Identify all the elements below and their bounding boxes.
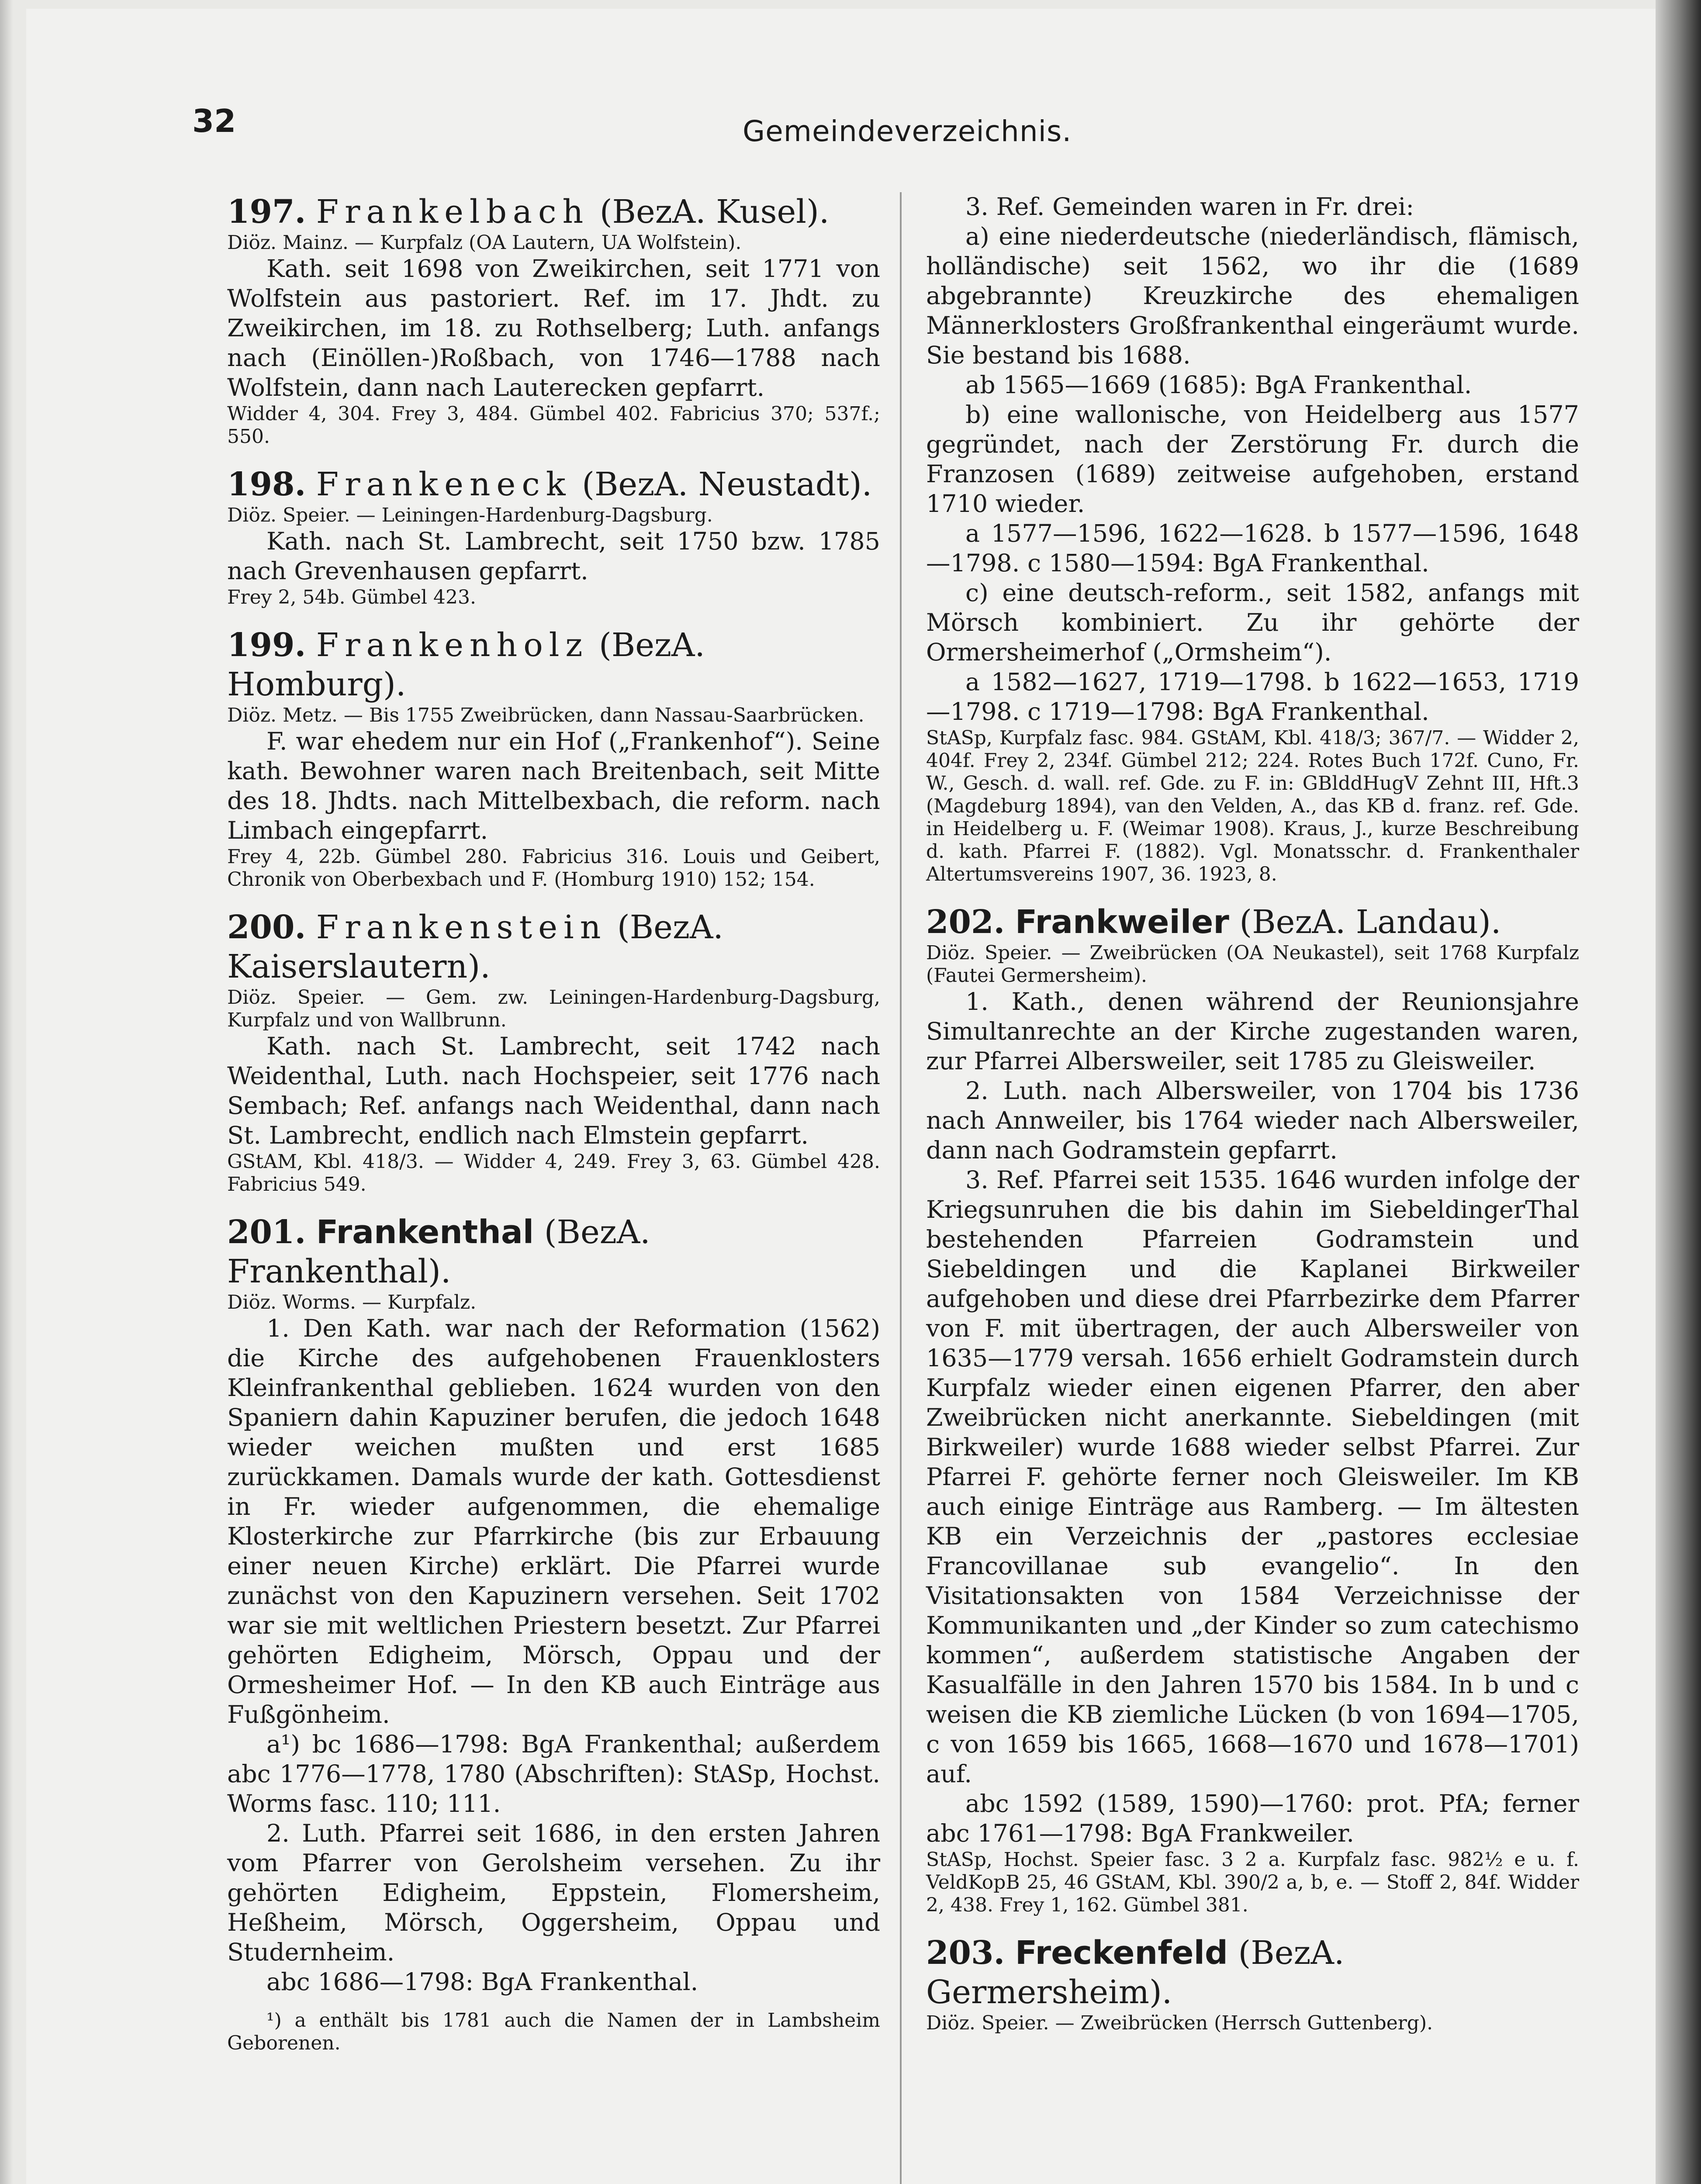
entry-202 — [926, 902, 1579, 1917]
entry-sources: Widder 4, 304. Frey 3, 484. Gümbel 402. Fabricius 370; 537f.; 550. — [227, 403, 880, 448]
book-gutter-shadow — [1656, 0, 1701, 2184]
column-divider — [900, 192, 902, 2184]
entry-sources: GStAM, Kbl. 418/3. — Widder 4, 249. Frey 3, 63. Gümbel 428. Fabricius 549. — [227, 1151, 880, 1196]
right-column — [926, 192, 1579, 2035]
entry-paragraph: a) eine niederdeutsche (niederländisch, flämisch, holländische) seit 1562, wo ihr die (1689 abgebrannte) Kreuzkirche des ehemaligen Männerklosters Großfrankenthal eingeräumt wurde. Sie bestand bis 1688. — [926, 222, 1579, 370]
entry-198 — [227, 465, 880, 609]
entry-name: Frankeneck — [316, 466, 572, 503]
entry-diocese: Diöz. Mainz. — Kurpfalz (OA Lautern, UA Wolfstein). — [227, 232, 742, 254]
entry-heading: 202. Frankweiler (BezA. Landau). — [926, 903, 1501, 941]
entry-name: Frankenstein — [316, 909, 607, 946]
entry-paragraph: 2. Luth. Pfarrei seit 1686, in den ersten Jahren vom Pfarrer von Gerolsheim versehen. Zu ihr gehörten Edigheim, Eppstein, Flomersheim, Heßheim, Mörsch, Oggersheim, Oppau und Studernheim. — [227, 1819, 880, 1966]
entry-district: (BezA. Kusel). — [599, 193, 830, 231]
entry-paragraph: b) eine wallonische, von Heidelberg aus 1577 gegründet, nach der Zerstörung Fr. durch die Franzosen (1689) zeitweise aufgehoben, erstand 1710 wieder. — [926, 401, 1579, 518]
entry-sources: StASp, Kurpfalz fasc. 984. GStAM, Kbl. 418/3; 367/7. — Widder 2, 404f. Frey 2, 234f. Gümbel 212; 224. Rotes Buch 172f. Cuno, Fr. W., Gesch. d. wall. ref. Gde. zu F. in: GBlddHugV Zehnt III, Hft.3 (Magdeburg 1894), van den Velden, A., das KB d. franz. ref. Gde. in Heidelberg u. F. (Weimar 1908). Kraus, J., kurze Beschreibung d. kath. Pfarrei F. (1882). Vgl. Monatsschr. d. Frankenthaler Altertumsvereins 1907, 36. 1923, 8. — [926, 727, 1579, 885]
entry-heading: 203. Freckenfeld (BezA. Germersheim). — [926, 1934, 1345, 2011]
entry-paragraph: a 1577—1596, 1622—1628. b 1577—1596, 1648—1798. c 1580—1594: BgA Frankenthal. — [926, 519, 1579, 577]
entry-paragraph: 3. Ref. Gemeinden waren in Fr. drei: — [965, 193, 1414, 221]
entry-diocese: Diöz. Worms. — Kurpfalz. — [227, 1291, 477, 1313]
entry-paragraph: a¹) bc 1686—1798: BgA Frankenthal; außerdem abc 1776—1778, 1780 (Abschriften): StASp, Hochst. Worms fasc. 110; 111. — [227, 1730, 880, 1818]
entry-paragraph: Kath. seit 1698 von Zweikirchen, seit 1771 von Wolfstein aus pastoriert. Ref. im 17. Jhdt. zu Zweikirchen, im 18. zu Rothselberg; Luth. anfangs nach (Einöllen-)Roßbach, von 1746—1788 nach Wolfstein, dann nach Lauterecken gepfarrt. — [227, 255, 880, 402]
entry-sources: Frey 4, 22b. Gümbel 280. Fabricius 316. Louis und Geibert, Chronik von Oberbexbach und F. (Homburg 1910) 152; 154. — [227, 846, 880, 891]
entry-paragraph: Kath. nach St. Lambrecht, seit 1750 bzw. 1785 nach Grevenhausen gepfarrt. — [227, 527, 880, 585]
entry-district: (BezA. Germersheim). — [926, 1934, 1345, 2011]
entry-197 — [227, 192, 880, 448]
entry-heading: 200. Frankenstein (BezA. Kaiserslautern). — [227, 909, 723, 985]
entry-paragraph: ab 1565—1669 (1685): BgA Frankenthal. — [965, 371, 1472, 399]
entry-200 — [227, 908, 880, 1196]
entry-diocese: Diöz. Speier. — Zweibrücken (OA Neukastel), seit 1768 Kurpfalz (Fautei Germersheim). — [926, 942, 1579, 987]
footnote: ¹) a enthält bis 1781 auch die Namen der in Lambsheim Geborenen. — [227, 2009, 880, 2054]
entry-paragraph: Kath. nach St. Lambrecht, seit 1742 nach Weidenthal, Luth. nach Hochspeier, seit 1776 nach Sembach; Ref. anfangs nach Weidenthal, dann nach St. Lambrecht, endlich nach Elmstein gepfarrt. — [227, 1032, 880, 1150]
entry-district: (BezA. Homburg). — [227, 626, 705, 703]
entry-district: (BezA. Neustadt). — [582, 466, 872, 503]
entry-paragraph: 3. Ref. Pfarrei seit 1535. 1646 wurden infolge der Kriegsunruhen die bis dahin im SiebeldingerThal bestehenden Pfarreien Godramstein und Siebeldingen und die Kaplanei Birkweiler aufgehoben und diese drei Pfarrbezirke dem Pfarrer von F. mit übertragen, der auch Albersweiler von 1635—1779 versah. 1656 erhielt Godramstein durch Kurpfalz wieder einen eigenen Pfarrer, den aber Zweibrücken nicht anerkannte. Siebeldingen (mit Birkweiler) wurde 1688 wieder selbst Pfarrei. Zur Pfarrei F. gehörte ferner noch Gleisweiler. Im KB auch einige Einträge aus Ramberg. — Im ältesten KB ein Verzeichnis der „pastores ecclesiae Francovillanae sub evangelio“. In den Visitationsakten von 1584 Verzeichnisse der Kommunikanten und „der Kinder so zum catechismo kommen“, außerdem statistische Angaben der Kasualfälle in den Jahren 1570 bis 1584. In b und c weisen die KB ziemliche Lücken (b von 1694—1705, c von 1659 bis 1665, 1668—1670 und 1678—1701) auf. — [926, 1166, 1579, 1788]
running-head: Gemeindeverzeichnis. — [743, 114, 1072, 148]
entry-heading: 201. Frankenthal (BezA. Frankenthal). — [227, 1213, 650, 1290]
entry-name: Frankweiler — [1015, 903, 1229, 941]
page-number: 32 — [192, 103, 236, 139]
entry-name: Frankenthal — [316, 1213, 534, 1251]
scan-left-edge — [0, 0, 13, 2184]
left-column — [227, 192, 880, 2074]
entry-heading: 197. Frankelbach (BezA. Kusel). — [227, 193, 830, 231]
entry-heading: 198. Frankeneck (BezA. Neustadt). — [227, 466, 872, 503]
entry-sources: StASp, Hochst. Speier fasc. 3 2 a. Kurpfalz fasc. 982½ e u. f. VeldKopB 25, 46 GStAM, Kbl. 390/2 a, b, e. — Stoff 2, 84f. Widder 2, 438. Frey 1, 162. Gümbel 381. — [926, 1849, 1579, 1916]
entry-sources: Frey 2, 54b. Gümbel 423. — [227, 586, 476, 608]
entry-name: Frankelbach — [316, 193, 590, 231]
entry-district: (BezA. Landau). — [1239, 903, 1501, 941]
entry-diocese: Diöz. Speier. — Gem. zw. Leiningen-Hardenburg-Dagsburg, Kurpfalz und von Wallbrunn. — [227, 986, 880, 1031]
entry-paragraph: a 1582—1627, 1719—1798. b 1622—1653, 1719—1798. c 1719—1798: BgA Frankenthal. — [926, 668, 1579, 726]
entry-diocese: Diöz. Speier. — Zweibrücken (Herrsch Guttenberg). — [926, 2012, 1433, 2034]
entry-203 — [926, 1933, 1579, 2035]
entry-201-continued — [926, 192, 1579, 886]
entry-diocese: Diöz. Speier. — Leiningen-Hardenburg-Dagsburg. — [227, 504, 713, 526]
entry-199 — [227, 625, 880, 891]
entry-name: Frankenholz — [316, 626, 589, 664]
entry-paragraph: 1. Den Kath. war nach der Reformation (1562) die Kirche des aufgehobenen Frauenklosters Kleinfrankenthal geblieben. 1624 wurden von den Spaniern dahin Kapuziner berufen, die jedoch 1648 wieder weichen mußten und erst 1685 zurückkamen. Damals wurde der kath. Gottesdienst in Fr. wieder aufgenommen, die ehemalige Klosterkirche zur Pfarrkirche (bis zur Erbauung einer neuen Kirche) erklärt. Die Pfarrei wurde zunächst von den Kapuzinern versehen. Seit 1702 war sie mit weltlichen Priestern besetzt. Zur Pfarrei gehörten Edigheim, Mörsch, Oppau und der Ormesheimer Hof. — In den KB auch Einträge aus Fußgönheim. — [227, 1314, 880, 1729]
entry-paragraph: c) eine deutsch-reform., seit 1582, anfangs mit Mörsch kombiniert. Zu ihr gehörte der Ormersheimerhof („Ormsheim“). — [926, 579, 1579, 667]
entry-name: Freckenfeld — [1015, 1934, 1228, 1972]
entry-heading: 199. Frankenholz (BezA. Homburg). — [227, 626, 705, 703]
entry-paragraph: 1. Kath., denen während der Reunionsjahre Simultanrechte an der Kirche zugestanden waren, zur Pfarrei Albersweiler, seit 1785 zu Gleisweiler. — [926, 988, 1579, 1075]
entry-paragraph: abc 1592 (1589, 1590)—1760: prot. PfA; ferner abc 1761—1798: BgA Frankweiler. — [926, 1790, 1579, 1848]
entry-district: (BezA. Kaiserslautern). — [227, 909, 723, 985]
entry-201 — [227, 1213, 880, 2055]
entry-paragraph: 2. Luth. nach Albersweiler, von 1704 bis 1736 nach Annweiler, bis 1764 wieder nach Albersweiler, dann nach Godramstein gepfarrt. — [926, 1077, 1579, 1165]
entry-diocese: Diöz. Metz. — Bis 1755 Zweibrücken, dann Nassau-Saarbrücken. — [227, 704, 864, 726]
entry-paragraph: F. war ehedem nur ein Hof („Frankenhof“). Seine kath. Bewohner waren nach Breitenbach, seit Mitte des 18. Jhdts. nach Mittelbexbach, die reform. nach Limbach eingepfarrt. — [227, 727, 880, 845]
entry-paragraph: abc 1686—1798: BgA Frankenthal. — [266, 1968, 698, 1996]
entry-district: (BezA. Frankenthal). — [227, 1213, 650, 1290]
